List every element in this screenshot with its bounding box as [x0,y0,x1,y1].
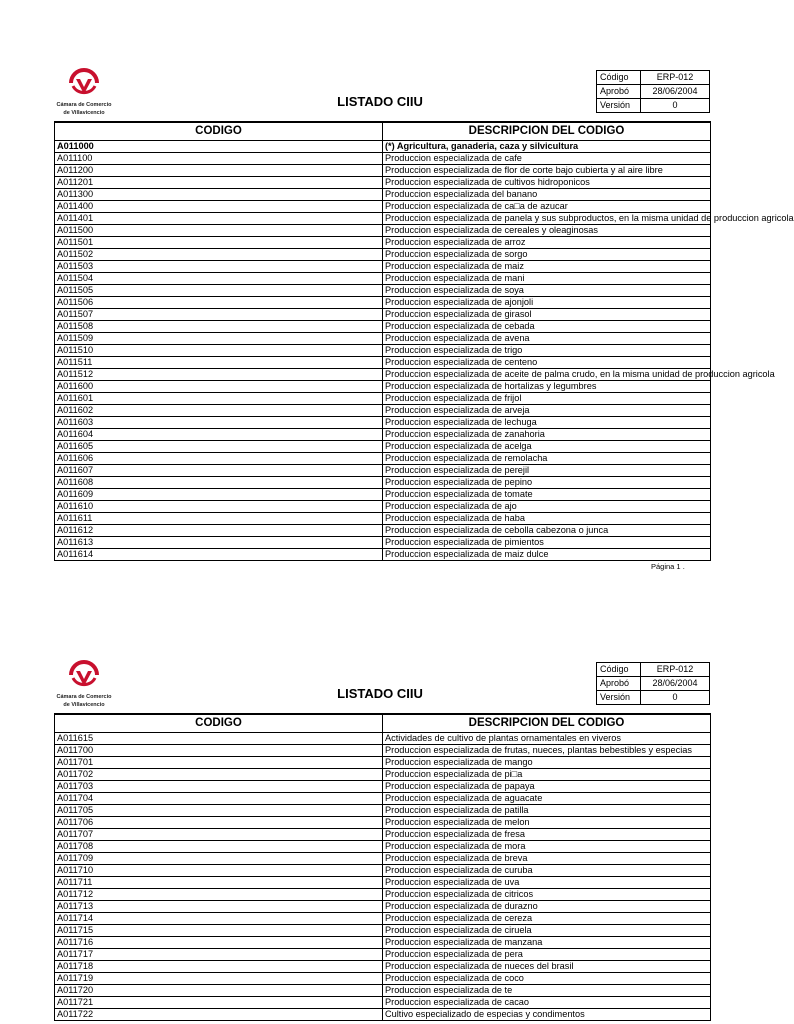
meta-label: Versión [597,99,641,113]
ciiu-code-cell: A011500 [55,225,383,237]
ciiu-description-cell: Produccion especializada de flor de corte bajo cubierta y al aire libre [383,165,711,177]
ciiu-description-cell: Produccion especializada de tomate [383,489,711,501]
ciiu-description-cell: Produccion especializada de coco [383,973,711,985]
meta-value: ERP-012 [641,71,710,85]
ciiu-code-cell: A011708 [55,841,383,853]
ciiu-code-cell: A011608 [55,477,383,489]
ciiu-description-cell: Produccion especializada de manzana [383,937,711,949]
table-row [55,141,711,153]
ciiu-code-cell: A011701 [55,757,383,769]
table-row [55,477,711,489]
table-row [55,901,711,913]
table-row [55,465,711,477]
ciiu-code-cell: A011401 [55,213,383,225]
ciiu-code-cell: A011704 [55,793,383,805]
ciiu-code-cell: A011600 [55,381,383,393]
table-row [55,817,711,829]
ciiu-description-cell: Produccion especializada de soya [383,285,711,297]
meta-row [597,663,710,677]
table-row [55,177,711,189]
ciiu-code-cell: A011612 [55,525,383,537]
ciiu-code-cell: A011502 [55,249,383,261]
ciiu-code-cell: A011709 [55,853,383,865]
ciiu-code-cell: A011504 [55,273,383,285]
ciiu-code-cell: A011200 [55,165,383,177]
ciiu-code-cell: A011615 [55,733,383,745]
ciiu-code-cell: A011722 [55,1009,383,1021]
ciiu-description-cell: Produccion especializada de arveja [383,405,711,417]
table-row [55,261,711,273]
ciiu-code-cell: A011711 [55,877,383,889]
chamber-logo-icon [67,662,101,692]
ciiu-code-cell: A011610 [55,501,383,513]
ciiu-description-cell: Produccion especializada de pi□a [383,769,711,781]
table-row [55,417,711,429]
ciiu-code-cell: A011300 [55,189,383,201]
meta-value: 28/06/2004 [641,677,710,691]
table-row [55,973,711,985]
table-row [55,201,711,213]
table-row [55,237,711,249]
table-row [55,369,711,381]
table-row [55,745,711,757]
ciiu-description-cell: Produccion especializada de remolacha [383,453,711,465]
table-row [55,453,711,465]
table-row [55,769,711,781]
ciiu-description-cell: Actividades de cultivo de plantas ornamentales en viveros [383,733,711,745]
table-row [55,285,711,297]
ciiu-description-cell: Produccion especializada de patilla [383,805,711,817]
ciiu-code-cell: A011507 [55,309,383,321]
meta-value: 0 [641,99,710,113]
ciiu-description-cell: Produccion especializada de ajo [383,501,711,513]
document-meta-table [596,662,710,705]
ciiu-description-cell: Produccion especializada de cafe [383,153,711,165]
meta-value: 0 [641,691,710,705]
ciiu-code-cell: A011715 [55,925,383,937]
ciiu-description-cell: Produccion especializada del banano [383,189,711,201]
table-header-row [55,122,711,141]
table-row [55,937,711,949]
table-row [55,925,711,937]
ciiu-description-cell: Produccion especializada de curuba [383,865,711,877]
table-row [55,793,711,805]
ciiu-description-cell: Produccion especializada de zanahoria [383,429,711,441]
table-row [55,865,711,877]
ciiu-code-cell: A011717 [55,949,383,961]
ciiu-code-cell: A011707 [55,829,383,841]
ciiu-code-cell: A011607 [55,465,383,477]
table-row [55,513,711,525]
table-row [55,985,711,997]
column-header-description: DESCRIPCION DEL CODIGO [383,714,711,733]
ciiu-code-cell: A011714 [55,913,383,925]
ciiu-description-cell: Produccion especializada de ca□a de azucar [383,201,711,213]
ciiu-code-cell: A011609 [55,489,383,501]
ciiu-description-cell: Produccion especializada de mango [383,757,711,769]
ciiu-description-cell: Produccion especializada de maiz [383,261,711,273]
table-row [55,501,711,513]
meta-label: Código [597,663,641,677]
table-row [55,949,711,961]
table-row [55,333,711,345]
chamber-name-line1: Cámara de Comercio [56,102,112,108]
table-row [55,829,711,841]
ciiu-code-table [54,713,711,1021]
table-row [55,757,711,769]
table-row [55,309,711,321]
ciiu-description-cell: Produccion especializada de hortalizas y legumbres [383,381,711,393]
ciiu-description-cell: Produccion especializada de fresa [383,829,711,841]
table-row [55,189,711,201]
ciiu-description-cell: Produccion especializada de panela y sus subproductos, en la misma unidad de produccion agricola [383,213,711,225]
ciiu-code-cell: A011613 [55,537,383,549]
ciiu-description-cell: (*) Agricultura, ganaderia, caza y silvicultura [383,141,711,153]
table-row [55,381,711,393]
meta-row [597,691,710,705]
ciiu-code-cell: A011603 [55,417,383,429]
table-row [55,153,711,165]
meta-row [597,677,710,691]
table-row [55,525,711,537]
page-number: Página 1 . [651,562,685,571]
ciiu-description-cell: Produccion especializada de aguacate [383,793,711,805]
ciiu-code-cell: A011400 [55,201,383,213]
ciiu-description-cell: Produccion especializada de cacao [383,997,711,1009]
table-row [55,429,711,441]
table-row [55,273,711,285]
column-header-description: DESCRIPCION DEL CODIGO [383,122,711,141]
ciiu-description-cell: Produccion especializada de ciruela [383,925,711,937]
table-row [55,213,711,225]
ciiu-description-cell: Produccion especializada de centeno [383,357,711,369]
ciiu-description-cell: Produccion especializada de maiz dulce [383,549,711,561]
ciiu-description-cell: Produccion especializada de cebolla cabezona o junca [383,525,711,537]
ciiu-code-cell: A011201 [55,177,383,189]
ciiu-description-cell: Produccion especializada de cereza [383,913,711,925]
ciiu-code-cell: A011508 [55,321,383,333]
table-row [55,321,711,333]
ciiu-code-cell: A011000 [55,141,383,153]
table-row [55,913,711,925]
ciiu-description-cell: Produccion especializada de ajonjoli [383,297,711,309]
ciiu-description-cell: Produccion especializada de sorgo [383,249,711,261]
ciiu-description-cell: Produccion especializada de te [383,985,711,997]
table-row [55,1009,711,1021]
ciiu-description-cell: Produccion especializada de cultivos hidroponicos [383,177,711,189]
ciiu-description-cell: Produccion especializada de avena [383,333,711,345]
ciiu-code-cell: A011601 [55,393,383,405]
table-row [55,225,711,237]
ciiu-description-cell: Produccion especializada de nueces del brasil [383,961,711,973]
ciiu-description-cell: Produccion especializada de cebada [383,321,711,333]
ciiu-code-cell: A011700 [55,745,383,757]
ciiu-description-cell: Produccion especializada de cereales y oleaginosas [383,225,711,237]
chamber-name-line2: de Villavicencio [63,110,105,116]
ciiu-description-cell: Produccion especializada de mora [383,841,711,853]
ciiu-code-cell: A011718 [55,961,383,973]
chamber-name-line2: de Villavicencio [63,702,105,708]
ciiu-code-cell: A011716 [55,937,383,949]
table-row [55,165,711,177]
table-row [55,841,711,853]
table-row [55,889,711,901]
ciiu-code-cell: A011606 [55,453,383,465]
table-row [55,537,711,549]
ciiu-description-cell: Produccion especializada de pera [383,949,711,961]
column-header-code: CODIGO [55,714,383,733]
ciiu-code-cell: A011710 [55,865,383,877]
table-row [55,877,711,889]
ciiu-code-cell: A011712 [55,889,383,901]
column-header-code: CODIGO [55,122,383,141]
table-row [55,345,711,357]
table-row [55,549,711,561]
chamber-logo [54,662,114,708]
ciiu-description-cell: Produccion especializada de mani [383,273,711,285]
ciiu-code-cell: A011706 [55,817,383,829]
ciiu-description-cell: Produccion especializada de frutas, nueces, plantas bebestibles y especias [383,745,711,757]
table-row [55,961,711,973]
ciiu-code-cell: A011510 [55,345,383,357]
meta-row [597,99,710,113]
ciiu-code-cell: A011611 [55,513,383,525]
table-row [55,405,711,417]
ciiu-description-cell: Produccion especializada de melon [383,817,711,829]
document-title: LISTADO CIIU [337,686,423,701]
ciiu-code-table [54,121,794,561]
ciiu-code-cell: A011505 [55,285,383,297]
table-row [55,733,711,745]
table-row [55,489,711,501]
ciiu-description-cell: Produccion especializada de citricos [383,889,711,901]
chamber-logo-icon [67,70,101,100]
meta-label: Código [597,71,641,85]
ciiu-code-cell: A011713 [55,901,383,913]
ciiu-description-cell: Produccion especializada de trigo [383,345,711,357]
chamber-name-line1: Cámara de Comercio [56,694,112,700]
ciiu-code-cell: A011501 [55,237,383,249]
ciiu-description-cell: Produccion especializada de aceite de palma crudo, en la misma unidad de produccion agricola [383,369,711,381]
ciiu-description-cell: Produccion especializada de perejil [383,465,711,477]
table-row [55,249,711,261]
ciiu-description-cell: Produccion especializada de frijol [383,393,711,405]
ciiu-code-cell: A011602 [55,405,383,417]
ciiu-description-cell: Produccion especializada de acelga [383,441,711,453]
ciiu-description-cell: Produccion especializada de lechuga [383,417,711,429]
table-row [55,781,711,793]
ciiu-description-cell: Produccion especializada de girasol [383,309,711,321]
table-header-row [55,714,711,733]
ciiu-description-cell: Produccion especializada de haba [383,513,711,525]
table-row [55,441,711,453]
chamber-logo [54,70,114,116]
ciiu-description-cell: Produccion especializada de durazno [383,901,711,913]
ciiu-description-cell: Cultivo especializado de especias y condimentos [383,1009,711,1021]
meta-value: ERP-012 [641,663,710,677]
ciiu-code-cell: A011506 [55,297,383,309]
ciiu-code-cell: A011100 [55,153,383,165]
document-meta-table [596,70,710,113]
ciiu-code-cell: A011511 [55,357,383,369]
ciiu-code-cell: A011702 [55,769,383,781]
meta-label: Aprobó [597,677,641,691]
ciiu-description-cell: Produccion especializada de pepino [383,477,711,489]
meta-row [597,71,710,85]
meta-value: 28/06/2004 [641,85,710,99]
document-title: LISTADO CIIU [337,94,423,109]
ciiu-code-cell: A011720 [55,985,383,997]
ciiu-description-cell: Produccion especializada de papaya [383,781,711,793]
ciiu-code-cell: A011705 [55,805,383,817]
ciiu-code-cell: A011503 [55,261,383,273]
meta-row [597,85,710,99]
table-row [55,997,711,1009]
table-row [55,393,711,405]
page-2 [0,592,768,1024]
ciiu-code-cell: A011703 [55,781,383,793]
ciiu-code-cell: A011509 [55,333,383,345]
ciiu-code-cell: A011605 [55,441,383,453]
ciiu-code-cell: A011614 [55,549,383,561]
ciiu-description-cell: Produccion especializada de breva [383,853,711,865]
meta-label: Versión [597,691,641,705]
ciiu-code-cell: A011604 [55,429,383,441]
ciiu-code-cell: A011512 [55,369,383,381]
table-row [55,805,711,817]
table-row [55,357,711,369]
meta-label: Aprobó [597,85,641,99]
ciiu-description-cell: Produccion especializada de arroz [383,237,711,249]
table-row [55,853,711,865]
table-row [55,297,711,309]
ciiu-code-cell: A011719 [55,973,383,985]
ciiu-description-cell: Produccion especializada de pimientos [383,537,711,549]
ciiu-code-cell: A011721 [55,997,383,1009]
ciiu-description-cell: Produccion especializada de uva [383,877,711,889]
